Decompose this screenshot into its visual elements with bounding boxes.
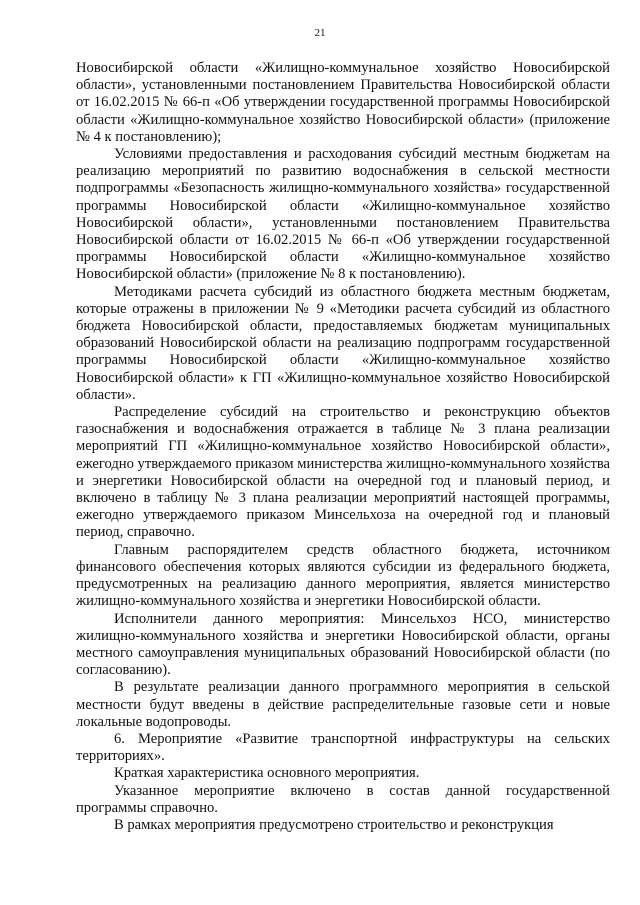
paragraph-construction-start: В рамках мероприятия предусмотрено строительство и реконструкция bbox=[114, 816, 554, 833]
document-body bbox=[76, 60, 610, 834]
paragraph-subsidy-methods: Методиками расчета субсидий из областного бюджета местным бюджетам, которые отражены в приложении № 9 «Методики расчета субсидий из областного бюджета Новосибирской области, предоставляемых бюджетам муниципальных образований Новосибирской области на реализацию подпрограмм государственной программы Новосибирской области «Жилищно-коммунальное хозяйство Новосибирской области» к ГП «Жилищно-коммунальное хозяйство Новосибирской области». bbox=[76, 283, 610, 403]
paragraph-continuation: Новосибирской области «Жилищно-коммунальное хозяйство Новосибирской области», установленными постановлением Правительства Новосибирской области от 16.02.2015 № 66-п «Об утверждении государственной программы Новосибирской области «Жилищно-коммунальное хозяйство Новосибирской области» (приложение № 4 к постановлению); bbox=[76, 60, 610, 145]
paragraph-subsidy-distribution: Распределение субсидий на строительство и реконструкцию объектов газоснабжения и водоснабжения отражается в таблице № 3 плана реализации мероприятий ГП «Жилищно-коммунальное хозяйство Новосибирской области», ежегодно утверждаемого приказом министерства жилищно-коммунального хозяйства и энергетики Новосибирской области на очередной год и плановый период, и включено в таблицу № 3 плана реализации мероприятий настоящей программы, ежегодно утверждаемого приказом Минсельхоза на очередной год и плановый период, справочно. bbox=[76, 404, 610, 541]
paragraph-main-manager: Главным распорядителем средств областного бюджета, источником финансового обеспечения которых являются субсидии из федерального бюджета, предусмотренных на реализацию данного мероприятия, является министерство жилищно-коммунального хозяйства и энергетики Новосибирской области. bbox=[76, 541, 610, 610]
paragraph-reference-note: Указанное мероприятие включено в состав данной государственной программы справочно. bbox=[76, 782, 610, 816]
paragraph-result: В результате реализации данного программного мероприятия в сельской местности будут введены в действие распределительные газовые сети и новые локальные водопроводы. bbox=[76, 679, 610, 730]
paragraph-executors: Исполнители данного мероприятия: Минсельхоз НСО, министерство жилищно-коммунального хозяйства и энергетики Новосибирской области, органы местного самоуправления муниципальных образований Новосибирской области (по согласованию). bbox=[76, 610, 610, 679]
paragraph-water-supply-conditions: Условиями предоставления и расходования субсидий местным бюджетам на реализацию мероприятий по развитию водоснабжения в сельской местности подпрограммы «Безопасность жилищно-коммунального хозяйства» государственной программы Новосибирской области «Жилищно-коммунальное хозяйство Новосибирской области», установленными постановлением Правительства Новосибирской области от 16.02.2015 № 66-п «Об утверждении государственной программы Новосибирской области «Жилищно-коммунальное хозяйство Новосибирской области» (приложение № 8 к постановлению). bbox=[76, 146, 610, 283]
paragraph-measure-heading: 6. Мероприятие «Развитие транспортной инфраструктуры на сельских территориях». bbox=[76, 730, 610, 765]
paragraph-brief-description: Краткая характеристика основного мероприятия. bbox=[114, 765, 420, 782]
page-number: 21 bbox=[314, 27, 326, 39]
